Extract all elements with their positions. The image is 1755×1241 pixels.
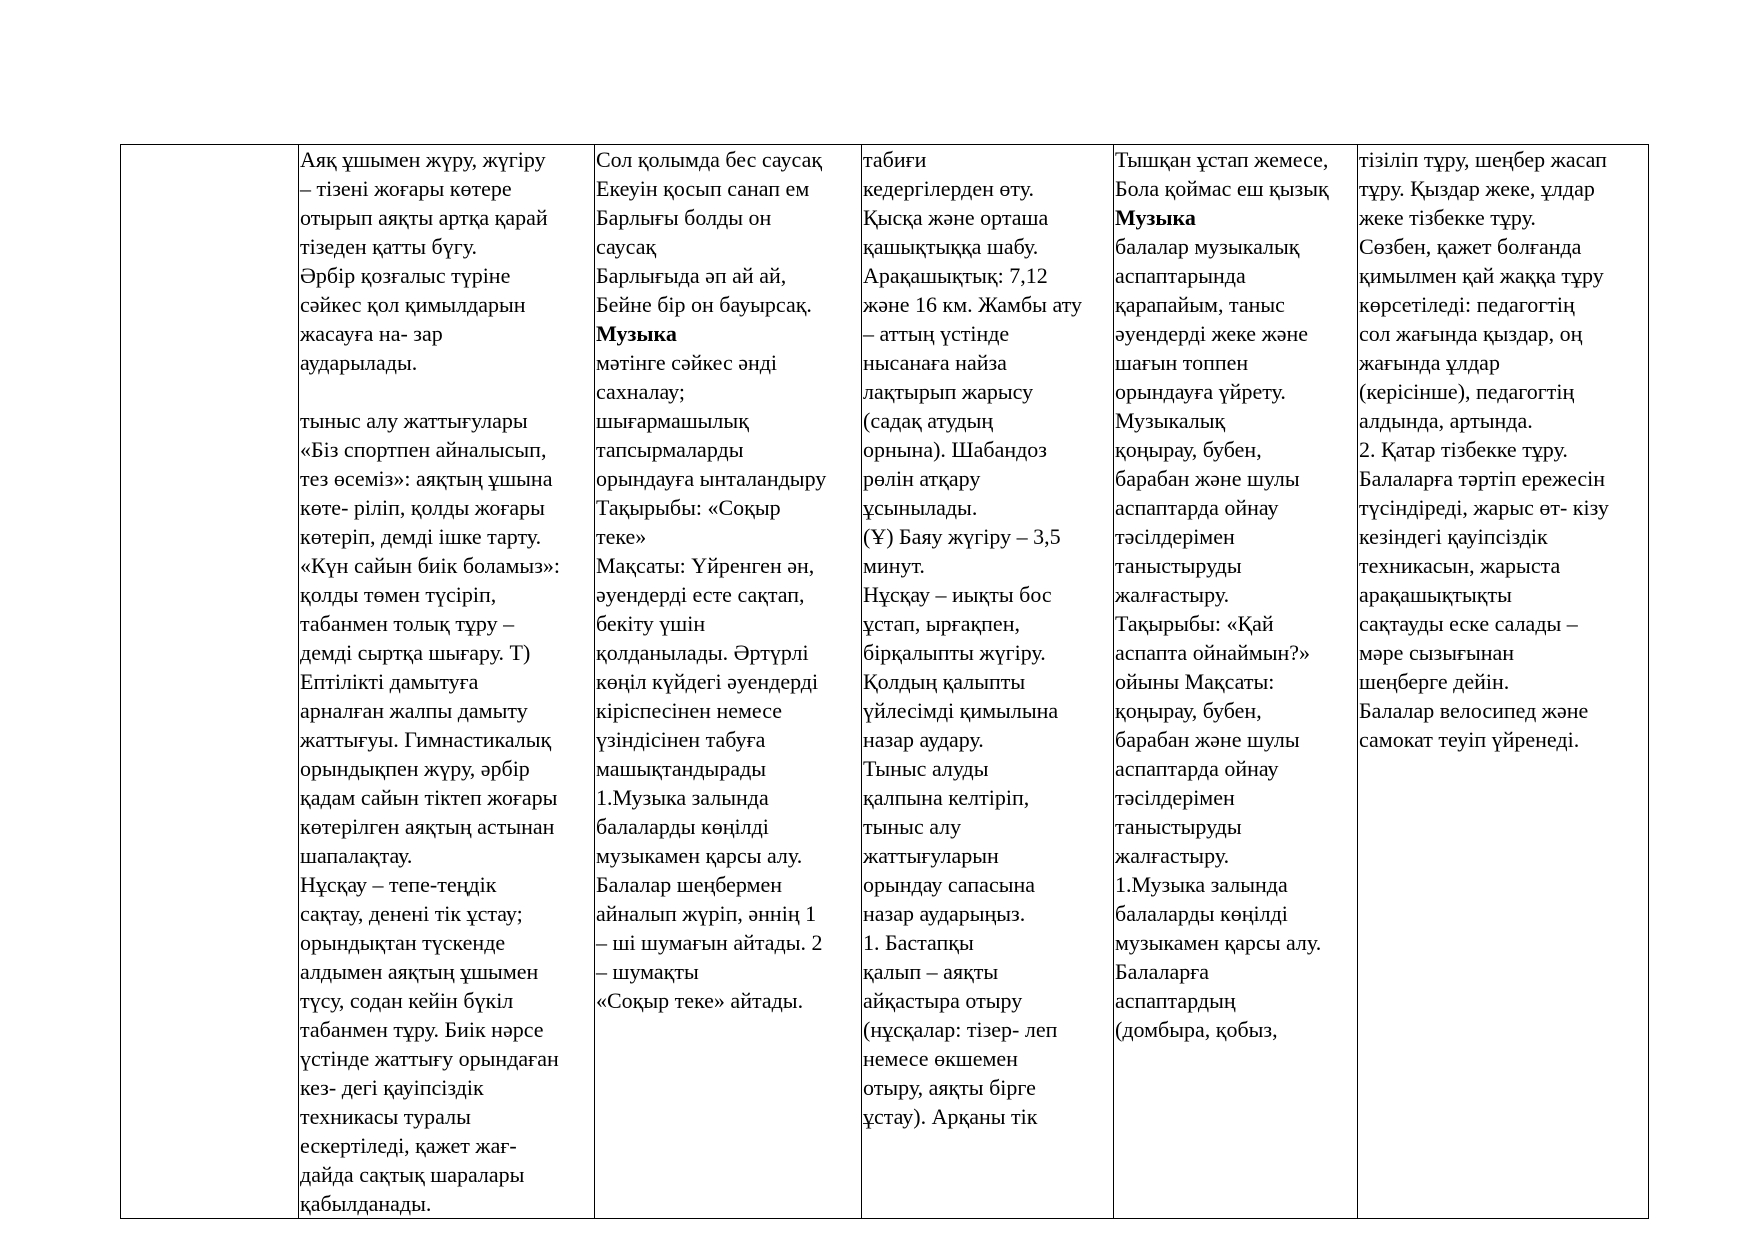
cell-paragraph: Тышқан ұстап жемесе, Бола қоймас еш қызық <box>1115 147 1329 201</box>
section-heading: Музыка <box>1115 205 1196 230</box>
table-cell-col4 <box>862 145 1114 1219</box>
section-heading: Музыка <box>596 321 677 346</box>
cell-paragraph: Сол қолымда бес саусақ Екеуін қосып санап ем Барлығы болды он саусақ Барлығыда әп ай ай, Бейне бір он бауырсақ. <box>596 147 823 317</box>
table-row <box>121 145 1649 1219</box>
table-cell-col2 <box>299 145 595 1219</box>
cell-paragraph: Аяқ ұшымен жүру, жүгіру – тізені жоғары көтере отырып аяқты артқа қарай тізеден қатты бүгу. Әрбір қозғалыс түріне сәйкес қол қимылдарын жасауға на- зар аударылады. тыныс алу жаттығулары «Біз спортпен айналысып, тез өсеміз»: аяқтың ұшына көте- ріліп, қолды жоғары көтеріп, демді ішке тарту. «Күн сайын биік боламыз»: қолды төмен түсіріп, табанмен толық тұру – демді сыртқа шығару. Т) Ептілікті дамытуға арналған жалпы дамыту жаттығуы. Гимнастикалық орындықпен жүру, әрбір қадам сайын тіктеп жоғары көтерілген аяқтың астынан шапалақтау. Нұсқау – тепе-теңдік сақтау, денені тік ұстау; орындықтан түскенде алдымен аяқтың ұшымен түсу, содан кейін бүкіл табанмен тұру. Биік нәрсе үстінде жаттығу орындаған кез- дегі қауіпсіздік техникасы туралы ескертіледі, қажет жағ- дайда сақтық шаралары қабылданады. <box>300 147 560 1216</box>
cell-paragraph: мәтінге сәйкес әнді сахналау; шығармашылық тапсырмаларды орындауға ынталандыру Тақырыбы: «Соқыр теке» Мақсаты: Үйренген ән, әуендерді есте сақтап, бекіту үшін қолданылады. Әртүрлі көңіл күйдегі әуендерді кіріспесінен немесе үзіндісінен табуға машықтандырады 1.Музыка залында балаларды көңілді музыкамен қарсы алу. Балалар шеңбермен айналып жүріп, әннің 1 – ші шумағын айтады. 2 – шумақты «Соқыр теке» айтады. <box>596 350 827 1013</box>
table-cell-col3 <box>595 145 862 1219</box>
plan-table <box>120 144 1649 1219</box>
table-cell-col1 <box>121 145 299 1219</box>
cell-paragraph: тізіліп тұру, шеңбер жасап тұру. Қыздар жеке, ұлдар жеке тізбекке тұру. Сөзбен, қажет болғанда қимылмен қай жаққа тұру көрсетіледі: педагогтің сол жағында қыздар, оң жағында ұлдар (керісінше), педагогтің алдында, артында. 2. Қатар тізбекке тұру. Балаларға тәртіп ережесін түсіндіреді, жарыс өт- кізу кезіндегі қауіпсіздік техникасын, жарыста арақашықтықты сақтауды еске салады – мәре сызығынан шеңберге дейін. Балалар велосипед және самокат теуіп үйренеді. <box>1359 147 1609 752</box>
table-cell-col5 <box>1114 145 1358 1219</box>
cell-paragraph: балалар музыкалық аспаптарында қарапайым, таныс әуендерді жеке және шағын топпен орындауға үйрету. Музыкалық қоңырау, бубен, барабан және шулы аспаптарда ойнау тәсілдерімен таныстыруды жалғастыру. Тақырыбы: «Қай аспапта ойнаймын?» ойыны Мақсаты: қоңырау, бубен, барабан және шулы аспаптарда ойнау тәсілдерімен таныстыруды жалғастыру. 1.Музыка залында балаларды көңілді музыкамен қарсы алу. Балаларға аспаптардың (домбыра, қобыз, <box>1115 234 1322 1042</box>
cell-paragraph: табиғи кедергілерден өту. Қысқа және орташа қашықтыққа шабу. Арақашықтық: 7,12 және 16 км. Жамбы ату – аттың үстінде нысанаға найза лақтырып жарысу (садақ атудың орнына). Шабандоз рөлін атқару ұсынылады. (Ұ) Баяу жүгіру – 3,5 минут. Нұсқау – иықты бос ұстап, ырғақпен, бірқалыпты жүгіру. Қолдың қалыпты үйлесімді қимылына назар аудару. Тыныс алуды қалпына келтіріп, тыныс алу жаттығуларын орындау сапасына назар аударыңыз. 1. Бастапқы қалып – аяқты айқастыра отыру (нұсқалар: тізер- леп немесе өкшемен отыру, аяқты бірге ұстау). Арқаны тік <box>863 147 1082 1129</box>
table-cell-col6 <box>1358 145 1649 1219</box>
